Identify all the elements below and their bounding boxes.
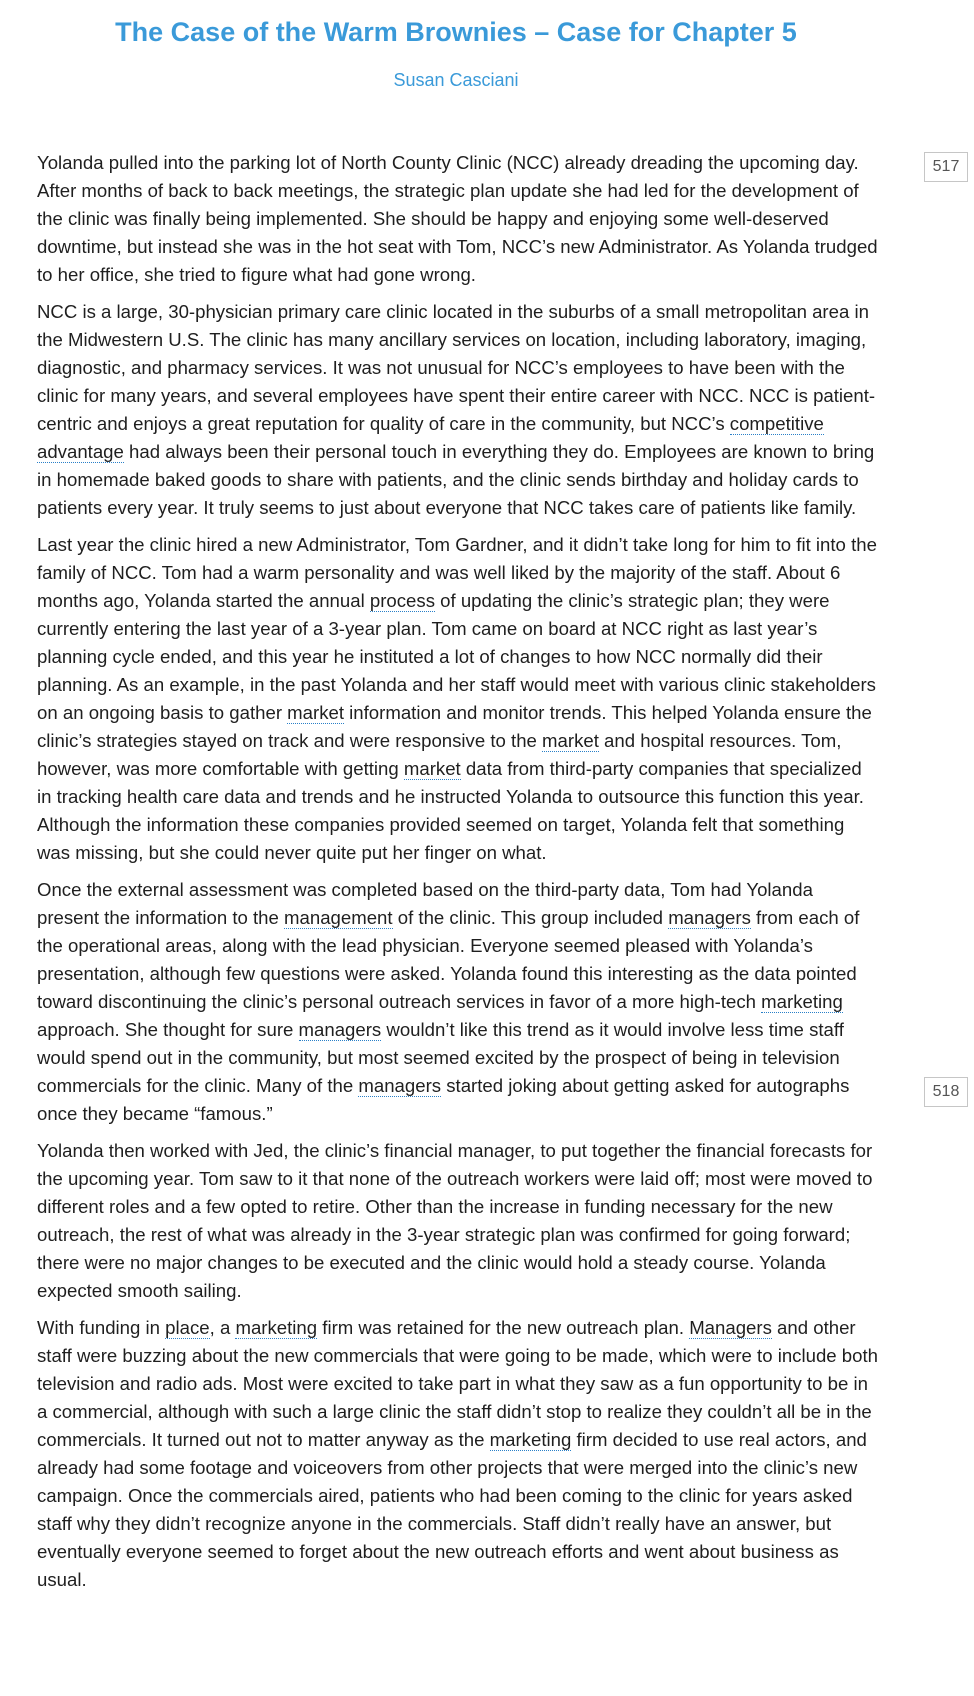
glossary-term-link[interactable]: management [284, 907, 393, 928]
paragraph-4 [37, 876, 879, 1128]
text-run: With funding in [37, 1317, 166, 1338]
glossary-term-link[interactable]: managers [358, 1075, 442, 1096]
glossary-term-link[interactable]: marketing [489, 1429, 572, 1450]
text-run: had always been their personal touch in everything they do. Employees are known to bring in homemade baked goods to share with patients, and the clinic sends birthday and holiday cards to patients every year. It truly seems to just about everyone that NCC takes care of patients like family. [37, 441, 875, 518]
text-run: firm was retained for the new outreach plan. [317, 1317, 690, 1338]
text-run: from each of the operational areas, along with the lead physician. Everyone seemed pleased with Yolanda’s presentation, although few questions were asked. Yolanda found this interesting as the data pointed toward discontinuing the clinic’s personal outreach services in favor of a more high-tech [37, 907, 860, 1012]
text-run: and hospital resources. Tom, however, was more comfortable with getting [37, 730, 842, 779]
glossary-term-link[interactable]: Managers [689, 1317, 772, 1338]
glossary-term-link[interactable]: process [369, 590, 435, 611]
text-run: started joking about getting asked for autographs once they became “famous.” [37, 1075, 850, 1124]
page-title: The Case of the Warm Brownies – Case for Chapter 5 [115, 17, 797, 47]
paragraph-3 [37, 531, 879, 867]
paragraph-6 [37, 1314, 879, 1594]
text-run: wouldn’t like this trend as it would involve less time staff would spend out in the community, but most seemed excited by the prospect of being in television commercials for the clinic. Many of the [37, 1019, 844, 1096]
glossary-term-link[interactable]: market [542, 730, 599, 751]
text-run: Once the external assessment was completed based on the third-party data, Tom had Yolanda present the information to the [37, 879, 813, 928]
glossary-term-link[interactable]: marketing [235, 1317, 318, 1338]
text-run: of the clinic. This group included [392, 907, 669, 928]
text-run: , a [209, 1317, 236, 1338]
paragraph-2 [37, 298, 879, 522]
glossary-term-link[interactable]: marketing [761, 991, 843, 1012]
glossary-term-link[interactable]: market [287, 702, 344, 723]
glossary-term-link[interactable]: managers [668, 907, 751, 928]
page-number-marker: 517 [924, 152, 968, 182]
text-run: information and monitor trends. This helped Yolanda ensure the clinic’s strategies stayed on track and were responsive to the [37, 702, 872, 751]
text-run: Last year the clinic hired a new Administrator, Tom Gardner, and it didn’t take long for him to fit into the family of NCC. Tom had a warm personality and was well liked by the majority of the staff. About 6 months ago, Yolanda started the annual [37, 534, 877, 611]
glossary-term-link[interactable]: market [403, 758, 461, 779]
text-run: data from third-party companies that specialized in tracking health care data and trends and he instructed Yolanda to outsource this function this year. Although the information these companies provided seemed on target, Yolanda felt that something was missing, but she could never quite put her finger on what. [37, 758, 864, 863]
text-run: NCC is a large, 30-physician primary care clinic located in the suburbs of a small metropolitan area in the Midwestern U.S. The clinic has many ancillary services on location, including laboratory, imaging, diagnostic, and pharmacy services. It was not unusual for NCC’s employees to have been with the clinic for many years, and several employees have spent their entire career with NCC. NCC is patient-centric and enjoys a great reputation for quality of care in the community, but NCC’s [37, 301, 876, 434]
glossary-term-link[interactable]: place [165, 1317, 210, 1338]
page-number-marker: 518 [924, 1077, 968, 1107]
paragraph-5: Yolanda then worked with Jed, the clinic’s financial manager, to put together the financial forecasts for the upcoming year. Tom saw to it that none of the outreach workers were laid off; most were moved to different roles and a few opted to retire. Other than the increase in funding necessary for the new outreach, the rest of what was already in the 3-year strategic plan was confirmed for going forward; there were no major changes to be executed and the clinic would hold a steady course. Yolanda expected smooth sailing. [37, 1140, 873, 1301]
text-run: firm decided to use real actors, and already had some footage and voiceovers from other projects that were merged into the clinic’s new campaign. Once the commercials aired, patients who had been coming to the clinic for years asked staff why they didn’t recognize anyone in the commercials. Staff didn’t really have an answer, but eventually everyone seemed to forget about the new outreach efforts and went about business as usual. [37, 1429, 867, 1590]
text-run: and other staff were buzzing about the new commercials that were going to be made, which were to include both television and radio ads. Most were excited to take part in what they saw as a fun opportunity to be in a commercial, although with such a large clinic the staff didn’t stop to realize they couldn’t all be in the commercials. It turned out not to matter anyway as the [37, 1317, 878, 1450]
glossary-term-link[interactable]: competitive advantage [37, 413, 824, 462]
glossary-term-link[interactable]: managers [298, 1019, 382, 1040]
text-run: approach. She thought for sure [37, 1019, 299, 1040]
paragraph-1: Yolanda pulled into the parking lot of North County Clinic (NCC) already dreading the upcoming day. After months of back to back meetings, the strategic plan update she had led for the development of the clinic was finally being implemented. She should be happy and enjoying some well-deserved downtime, but instead she was in the hot seat with Tom, NCC’s new Administrator. As Yolanda trudged to her office, she tried to figure what had gone wrong. [37, 152, 878, 285]
case-body [37, 149, 879, 1603]
author-name: Susan Casciani [393, 70, 519, 90]
text-run: of updating the clinic’s strategic plan; they were currently entering the last year of a 3-year plan. Tom came on board at NCC right as last year’s planning cycle ended, and this year he instituted a lot of changes to how NCC normally did their planning. As an example, in the past Yolanda and her staff would meet with various clinic stakeholders on an ongoing basis to gather [37, 590, 876, 723]
